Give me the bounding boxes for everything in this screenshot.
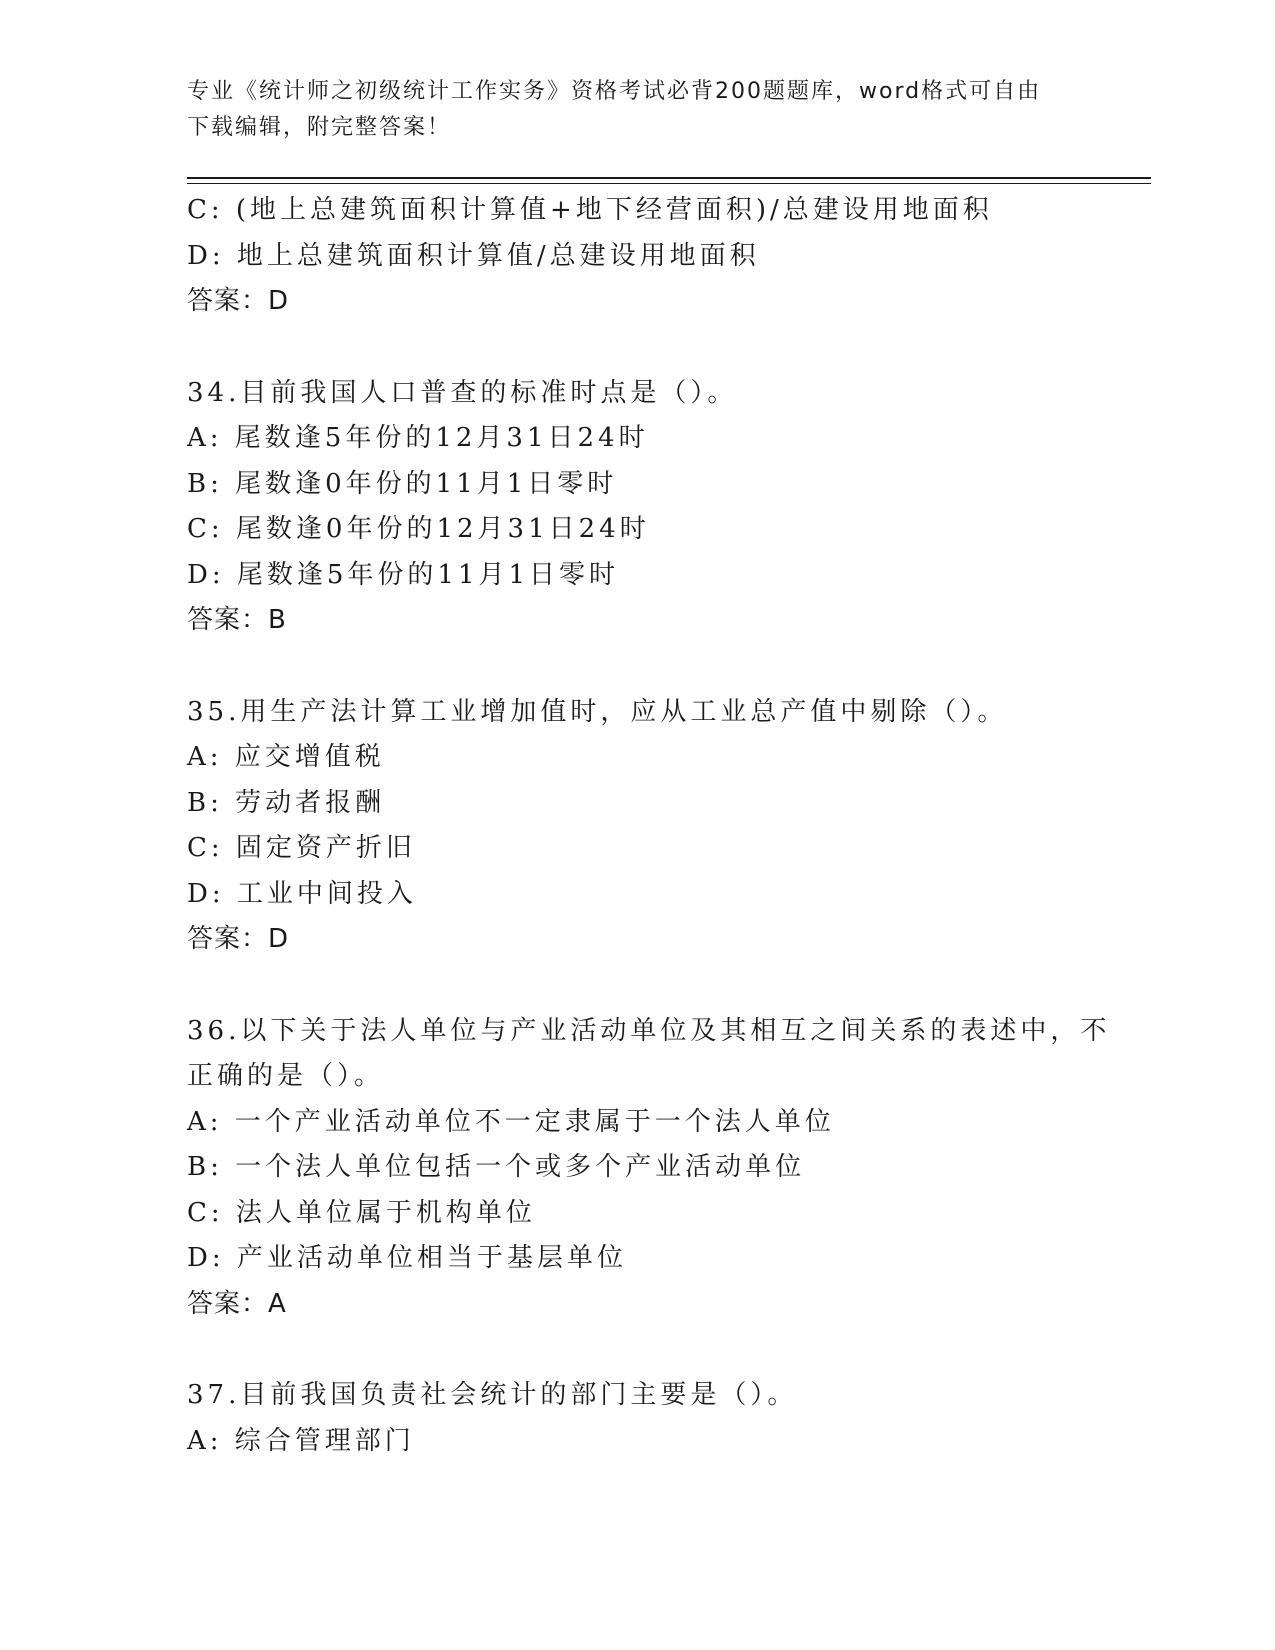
spacer — [187, 644, 1087, 690]
question-block-36 — [187, 1009, 1111, 1328]
question-block-34 — [187, 371, 1087, 644]
answer-line: 答案：A — [187, 1288, 287, 1319]
option-c: C: 固定资产折旧 — [187, 833, 416, 863]
answer-line: 答案：D — [187, 924, 290, 954]
question-stem: 35.用生产法计算工业增加值时，应从工业总产值中剔除（）。 — [187, 696, 1008, 727]
option-c: C: 法人单位属于机构单位 — [187, 1197, 536, 1228]
question-stem-line-2: 正确的是（）。 — [187, 1061, 385, 1091]
question-block-33 — [187, 188, 1087, 325]
answer-line: 答案：B — [187, 605, 287, 635]
spacer — [187, 1327, 1087, 1373]
option-d: D: 地上总建筑面积计算值/总建设用地面积 — [187, 240, 760, 271]
option-b: B: 一个法人单位包括一个或多个产业活动单位 — [187, 1152, 806, 1182]
option-b: B: 劳动者报酬 — [187, 787, 386, 818]
question-list — [187, 188, 1111, 1464]
spacer — [187, 325, 1087, 371]
option-a: A: 一个产业活动单位不一定隶属于一个法人单位 — [187, 1106, 835, 1137]
question-block-35 — [187, 690, 1087, 963]
question-stem: 37.目前我国负责社会统计的部门主要是（）。 — [187, 1380, 798, 1410]
spacer — [187, 963, 1087, 1009]
header-line-2: 下载编辑，附完整答案！ — [187, 115, 452, 140]
option-a: A: 综合管理部门 — [187, 1425, 415, 1456]
option-d: D: 工业中间投入 — [187, 878, 417, 909]
question-stem-line-1: 36.以下关于法人单位与产业活动单位及其相互之间关系的表述中，不 — [187, 1015, 1111, 1046]
header-line-1: 专业《统计师之初级统计工作实务》资格考试必背200题题库，word格式可自由 — [187, 79, 1042, 104]
option-d: D: 产业活动单位相当于基层单位 — [187, 1243, 627, 1273]
option-a: A: 应交增值税 — [187, 742, 385, 772]
document-header — [187, 74, 1087, 146]
question-block-37 — [187, 1373, 1087, 1464]
option-a: A: 尾数逢5年份的12月31日24时 — [187, 423, 649, 453]
answer-line: 答案：D — [187, 286, 290, 316]
option-c: C: (地上总建筑面积计算值+地下经营面积)/总建设用地面积 — [187, 195, 993, 225]
option-c: C: 尾数逢0年份的12月31日24时 — [187, 514, 650, 544]
question-stem: 34.目前我国人口普查的标准时点是（）。 — [187, 377, 738, 408]
header-divider-thick — [187, 177, 1151, 179]
option-b: B: 尾数逢0年份的11月1日零时 — [187, 468, 618, 499]
header-divider-thin — [187, 183, 1151, 184]
option-d: D: 尾数逢5年份的11月1日零时 — [187, 559, 620, 590]
